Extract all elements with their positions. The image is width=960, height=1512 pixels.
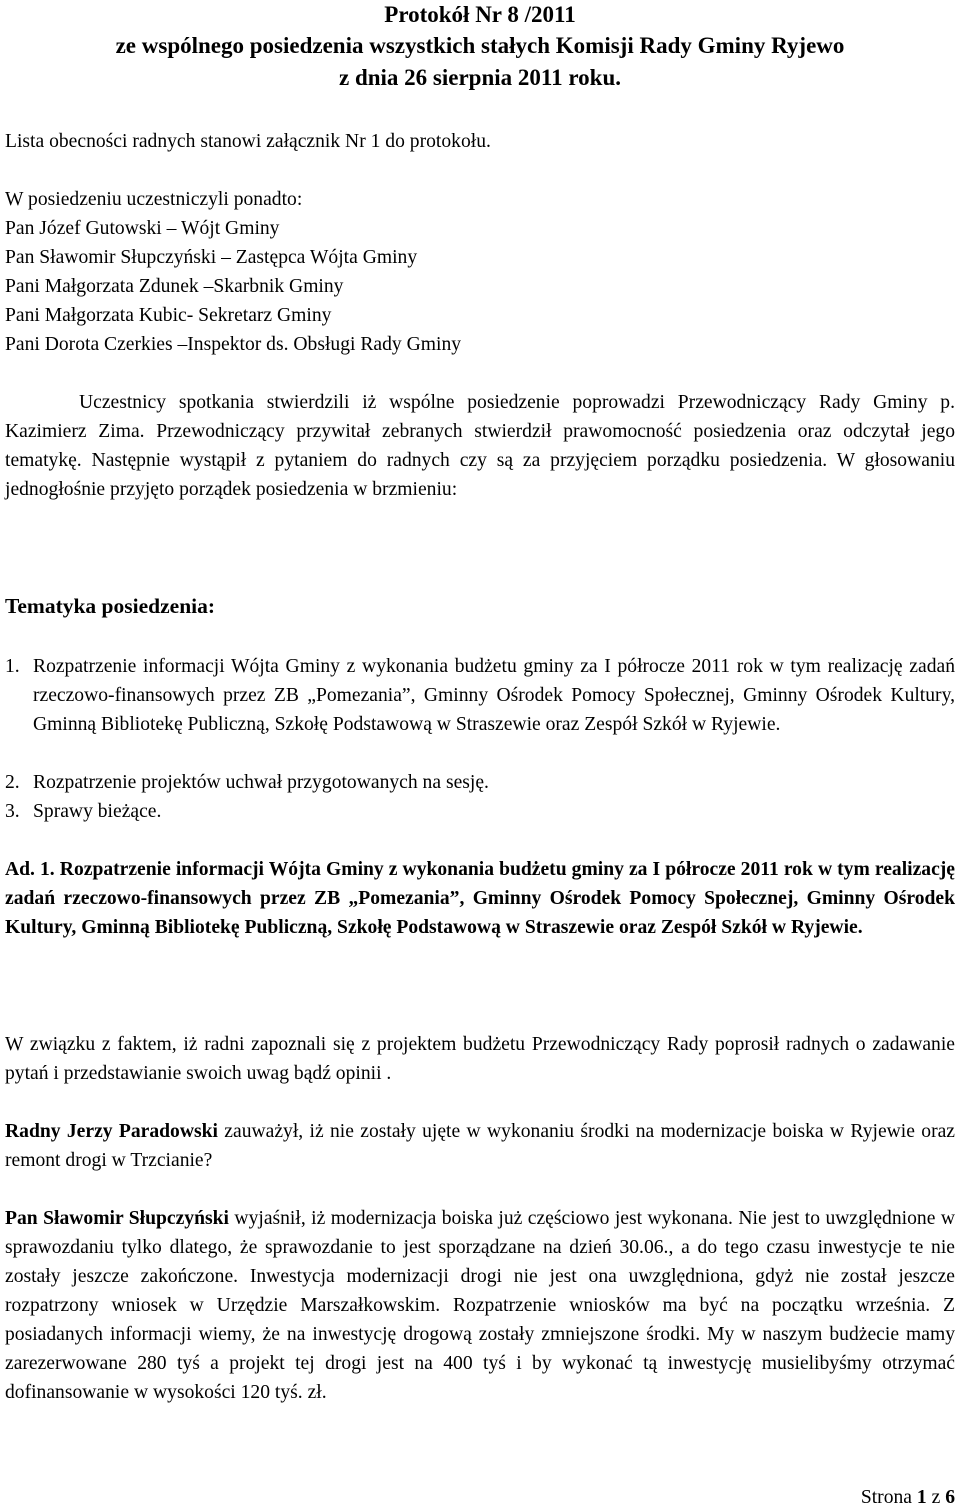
footer-prefix: Strona xyxy=(860,1487,912,1508)
participant-item: Pan Sławomir Słupczyński – Zastępca Wójta Gminy xyxy=(5,247,418,268)
speech-slupczynski xyxy=(5,1204,955,1407)
participant-item: Pani Dorota Czerkies –Inspektor ds. Obsługi Rady Gminy xyxy=(5,334,462,355)
footer-middle: z xyxy=(931,1487,941,1508)
footer-total-pages: 6 xyxy=(945,1487,955,1508)
footer-current-page: 1 xyxy=(916,1487,927,1508)
speech-text: wyjaśnił, iż modernizacja boiska już częściowo jest wykonana. Nie jest to uwzględnione w sprawozdaniu tylko dlatego, że sprawozdanie to jest sporządzane na dzień 30.06., a do tego czasu inwestycje te nie zostały jeszcze zakończone. Inwestycja modernizacji drogi nie jest ona uwzględniona, gdyż nie został jeszcze rozpatrzony wniosek w Urzędzie Marszałkowskim. Rozpatrzenie wniosków ma być na początku września. Z posiadanych informacji wiemy, że na inwestycję drogową zostały zmniejszone środki. My w naszym budżecie mamy zarezerwowane 280 tyś a projekt tej drogi jest na 400 tyś i by wykonać tą inwestycję musielibyśmy otrzymać dofinansowanie w wysokości 120 tyś. zł. xyxy=(5,1208,955,1403)
speaker-name: Radny Jerzy Paradowski xyxy=(5,1121,218,1142)
participant-item: Pani Małgorzata Zdunek –Skarbnik Gminy xyxy=(5,276,344,297)
protocol-title: Protokół Nr 8 /2011 xyxy=(384,2,576,27)
speech-text: zauważył, iż nie zostały ujęte w wykonaniu środki na modernizacje boiska w Ryjewie oraz remont drogi w Trzcianie? xyxy=(5,1121,955,1171)
agenda-item: Rozpatrzenie projektów uchwał przygotowanych na sesję. xyxy=(33,772,489,793)
agenda-number: 1. xyxy=(5,656,20,677)
ad1-section xyxy=(5,855,955,942)
participant-item: Pan Józef Gutowski – Wójt Gminy xyxy=(5,218,280,239)
ad1-label: Ad. 1. xyxy=(5,859,55,880)
participant-item: Pani Małgorzata Kubic- Sekretarz Gminy xyxy=(5,305,332,326)
chair-paragraph: W związku z faktem, iż radni zapoznali się z projektem budżetu Przewodniczący Rady poprosił radnych o zadawanie pytań i przedstawianie swoich uwag bądź opinii . xyxy=(5,1034,955,1084)
page-footer xyxy=(861,1483,955,1512)
opening-paragraph: Uczestnicy spotkania stwierdzili iż wspólne posiedzenie poprowadzi Przewodniczący Rady Gminy p. Kazimierz Zima. Przewodniczący przywitał zebranych stwierdził prawomocność posiedzenia oraz odczytał jego tematykę. Następnie wystąpił z pytaniem do radnych czy są za przyjęciem porządku posiedzenia. W głosowaniu jednogłośnie przyjęto porządek posiedzenia w brzmieniu: xyxy=(5,392,955,500)
attendance-note: Lista obecności radnych stanowi załącznik Nr 1 do protokołu. xyxy=(5,131,491,152)
participants-intro: W posiedzeniu uczestniczyli ponadto: xyxy=(5,189,303,210)
agenda-number: 2. xyxy=(5,772,20,793)
agenda-item: Sprawy bieżące. xyxy=(33,801,162,822)
agenda-item: Rozpatrzenie informacji Wójta Gminy z wykonania budżetu gminy za I półrocze 2011 rok w tym realizację zadań rzeczowo-finansowych przez ZB „Pomezania”, Gminny Ośrodek Pomocy Społecznej, Gminny Ośrodek Kultury, Gminną Bibliotekę Publiczną, Szkołę Podstawową w Straszewie oraz Zespół Szkół w Ryjewie. xyxy=(33,656,955,735)
protocol-subtitle: ze wspólnego posiedzenia wszystkich stałych Komisji Rady Gminy Ryjewo xyxy=(115,33,845,58)
agenda-number: 3. xyxy=(5,801,20,822)
protocol-date: z dnia 26 sierpnia 2011 roku. xyxy=(338,65,622,90)
speech-paradowski xyxy=(5,1117,955,1175)
speaker-name: Pan Sławomir Słupczyński xyxy=(5,1208,229,1229)
agenda-heading: Tematyka posiedzenia: xyxy=(5,594,216,618)
ad1-title: Rozpatrzenie informacji Wójta Gminy z wykonania budżetu gminy za I półrocze 2011 rok w tym realizację zadań rzeczowo-finansowych przez ZB „Pomezania”, Gminny Ośrodek Pomocy Społecznej, Gminny Ośrodek Kultury, Gminną Bibliotekę Publiczną, Szkołę Podstawową w Straszewie oraz Zespół Szkół w Ryjewie. xyxy=(5,859,956,938)
